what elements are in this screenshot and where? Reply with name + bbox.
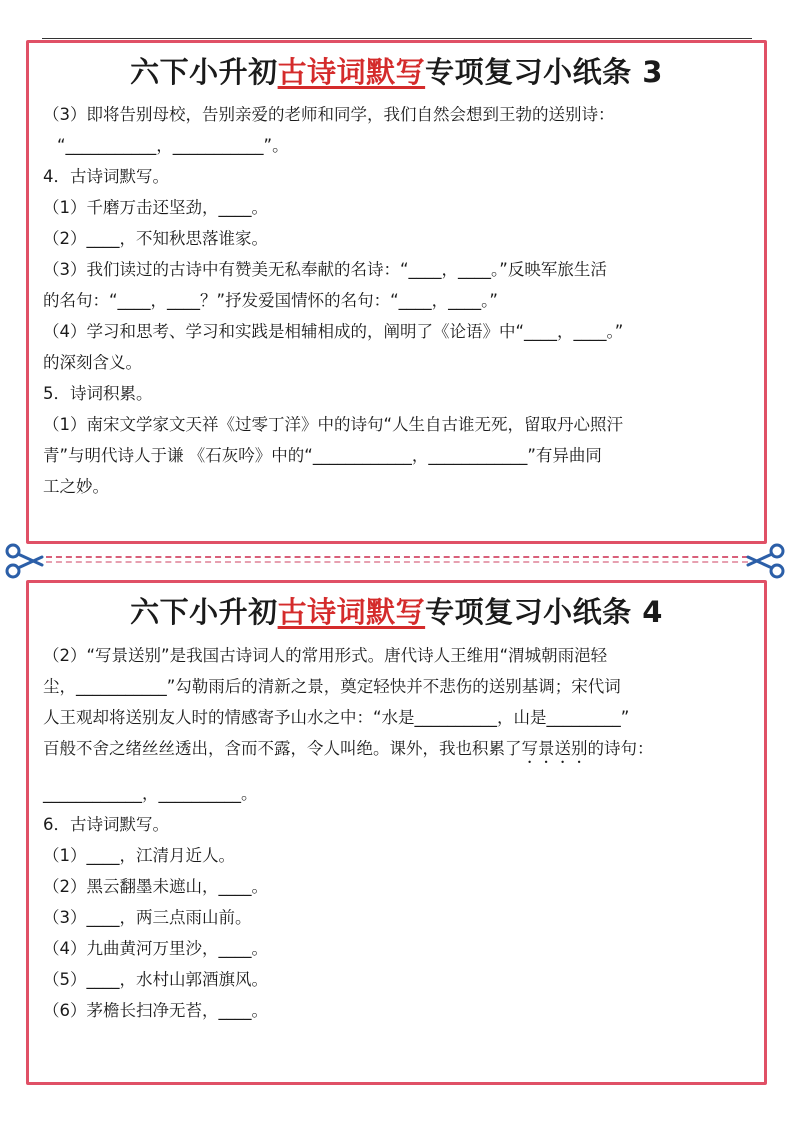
card-title (29, 52, 764, 92)
title-suffix: 专项复习小纸条 4 (425, 595, 663, 629)
card-title (29, 592, 764, 632)
title-highlight: 古诗词默写 (277, 55, 426, 89)
text-line: （3）即将告别母校，告别亲爱的老师和同学，我们自然会想到王勃的送别诗： (43, 105, 615, 124)
text-line: （3）我们读过的古诗中有赞美无私奉献的名诗：“____，____。”反映军旅生活 (43, 260, 607, 279)
text-line: 人王观却将送别友人时的情感寄予山水之中：“水是__________，山是_________” (43, 708, 630, 727)
text-line: ____________，__________。 (43, 784, 258, 803)
text-line: 青”与明代诗人于谦 《石灰吟》中的“____________，____________”有异曲同 (43, 446, 602, 465)
text-segment: 的诗句： (587, 739, 654, 758)
text-line: （5）____，水村山郭酒旗风。 (43, 970, 268, 989)
scissors-icon (746, 543, 786, 579)
section-heading: 5．诗词积累。 (43, 384, 153, 403)
text-segment: 百般不舍之绪丝丝透出，含而不露，令人叫绝。课外，我也积累了 (43, 739, 522, 758)
note-card-3 (26, 40, 767, 544)
text-line: 工之妙。 (43, 477, 109, 496)
text-line: 的名句：“____，____？”抒发爱国情怀的名句：“____，____。” (43, 291, 498, 310)
text-line: 尘，___________”勾勒雨后的清新之景，奠定轻快并不悲伤的送别基调；宋代词 (43, 677, 621, 696)
top-rule (42, 38, 752, 39)
title-prefix: 六下小升初 (130, 595, 278, 629)
card-content (43, 99, 752, 502)
section-heading: 6．古诗词默写。 (43, 815, 169, 834)
text-line: （2）黑云翻墨未遮山，____。 (43, 877, 268, 896)
title-suffix: 专项复习小纸条 3 (425, 55, 663, 89)
text-line: （2）____，不知秋思落谁家。 (43, 229, 268, 248)
text-line: （1）____，江清月近人。 (43, 846, 235, 865)
text-line: “___________，___________”。 (57, 136, 289, 155)
text-line: （2）“写景送别”是我国古诗词人的常用形式。唐代诗人王维用“渭城朝雨浥轻 (43, 646, 608, 665)
text-line: （4）九曲黄河万里沙，____。 (43, 939, 268, 958)
text-line: （1）千磨万击还坚劲，____。 (43, 198, 268, 217)
cut-line (46, 561, 748, 563)
cut-line (46, 556, 748, 558)
text-line: （1）南宋文学家文天祥《过零丁洋》中的诗句“人生自古谁无死，留取丹心照汗 (43, 415, 624, 434)
scissors-icon (4, 543, 44, 579)
emphasis-word: 写景送别 (521, 739, 588, 758)
section-heading: 4．古诗词默写。 (43, 167, 169, 186)
text-line: 的深刻含义。 (43, 353, 142, 372)
text-line: （6）茅檐长扫净无苔，____。 (43, 1001, 268, 1020)
title-highlight: 古诗词默写 (277, 595, 426, 629)
text-line: （4）学习和思考、学习和实践是相辅相成的，阐明了《论语》中“____，____。” (43, 322, 624, 341)
text-line: （3）____，两三点雨山前。 (43, 908, 252, 927)
title-prefix: 六下小升初 (130, 55, 278, 89)
note-card-4 (26, 580, 767, 1085)
text-line (43, 733, 752, 767)
card-content (43, 640, 752, 1026)
